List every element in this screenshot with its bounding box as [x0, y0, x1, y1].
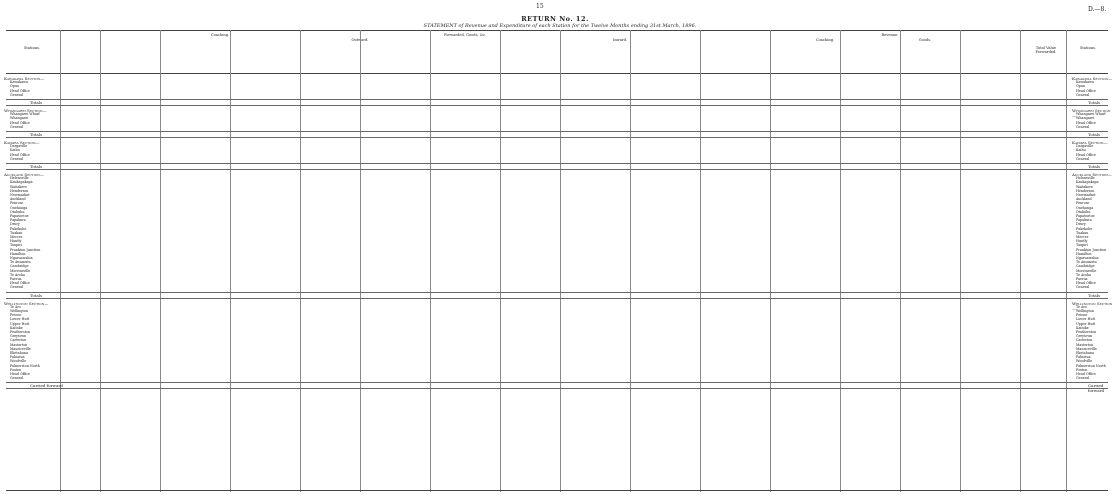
station-label-right: Cambridge: [1076, 264, 1095, 269]
page-number: 15: [536, 3, 544, 10]
station-label-right: Petone: [1076, 313, 1088, 318]
station-label: Head Office: [10, 120, 30, 125]
header-stations: Stations.: [23, 46, 41, 50]
station-label-right: Eketahuna: [1076, 351, 1094, 355]
totals-label-right: Totals: [1088, 292, 1101, 298]
station-label: Upper Hutt: [10, 321, 30, 326]
station-label: Kaukapakapa: [10, 180, 33, 185]
station-label-right: Opua: [1076, 84, 1085, 89]
station-label-right: Head Office: [1076, 372, 1096, 376]
station-label: Auckland: [10, 197, 26, 202]
totals-label-right: Totals: [1088, 100, 1101, 105]
station-label-right: Paeroa: [1076, 277, 1088, 281]
station-label-right: Papakura: [1076, 218, 1092, 223]
station-label-right: Tuakau: [1076, 230, 1089, 235]
station-label: Penrose: [10, 201, 24, 206]
station-label: General: [10, 156, 24, 161]
station-label-right: Te Aro: [1076, 304, 1087, 309]
station-label-right: Auckland: [1076, 197, 1092, 202]
station-label-right: Palmerston North: [1076, 363, 1106, 368]
station-label-right: Featherston: [1076, 330, 1097, 334]
station-label: Papakura: [10, 218, 26, 223]
totals-rule: [6, 99, 1108, 100]
station-label: Petone: [10, 313, 22, 318]
header-inward: Inward.: [612, 38, 628, 42]
station-label-right: Whangarei Wharf: [1076, 112, 1106, 117]
section-title-right: Wellington Section—: [1072, 300, 1113, 311]
station-label: Huntly: [10, 239, 22, 244]
totals-label: Totals: [30, 100, 43, 105]
station-label: Tuakau: [10, 230, 23, 235]
station-label: Te Awamutu: [10, 260, 31, 265]
section-rule: [6, 105, 1108, 106]
station-label: Drury: [10, 222, 20, 227]
station-label: Greytown: [10, 334, 27, 339]
totals-rule: [6, 292, 1108, 293]
header-forwarded: Forwarded, Goods, &c.: [443, 33, 487, 37]
section-title: Wellington Section—: [4, 300, 49, 306]
station-label: Mercer: [10, 235, 23, 239]
station-label: Onehunga: [10, 205, 28, 210]
station-label-right: Greytown: [1076, 334, 1093, 339]
section-title-right: Whangarei Section—: [1072, 108, 1111, 118]
totals-label: Totals: [30, 292, 43, 298]
table-bottom-rule: [6, 490, 1108, 491]
station-label-right: Frankton Junction: [1076, 247, 1107, 252]
return-subtitle: STATEMENT of Revenue and Expenditure of each Station for the Twelve Months ending 31st March, 1896.: [423, 23, 697, 29]
station-label-right: Morrinsville: [1076, 268, 1097, 273]
station-label: Head Office: [10, 281, 30, 286]
station-label: Masterton: [10, 342, 28, 347]
station-label: Opua: [10, 84, 19, 89]
station-label-right: Pukekohe: [1076, 226, 1093, 231]
return-title: RETURN No. 12.: [521, 15, 589, 23]
station-label: Te Aro: [10, 304, 21, 309]
station-label-right: Papatoetoe: [1076, 214, 1095, 218]
station-label-right: Mauriceville: [1076, 346, 1097, 351]
totals-label: Totals: [30, 164, 43, 169]
station-label-right: Mercer: [1076, 235, 1089, 239]
station-label-right: Onehunga: [1076, 205, 1094, 210]
station-label: Pukekohe: [10, 226, 27, 231]
station-label-right: Head Office: [1076, 120, 1096, 125]
station-label-right: Masterton: [1076, 342, 1094, 347]
station-label: Newmarket: [10, 193, 30, 197]
station-label: Dargaville: [10, 144, 28, 149]
station-label: Head Office: [10, 152, 30, 157]
totals-rule: [6, 131, 1108, 132]
station-label-right: Te Aroha: [1076, 272, 1091, 277]
station-label: Cambridge: [10, 264, 29, 269]
totals-rule: [6, 382, 1108, 383]
station-label: Kaitoke: [10, 325, 23, 330]
station-label-right: Te Awamutu: [1076, 260, 1097, 265]
station-label: Otahuhu: [10, 209, 25, 214]
station-label-right: Lower Hutt: [1076, 317, 1096, 322]
station-label: Kaihu: [10, 148, 20, 153]
station-label-right: Kaukapakapa: [1076, 180, 1099, 185]
header-outward: Outward.: [351, 38, 369, 42]
station-label: Taupiri: [10, 243, 22, 248]
station-label: Whangarei Wharf: [10, 112, 40, 117]
station-label: Henderson: [10, 188, 29, 193]
station-label: Helensville: [10, 176, 29, 181]
section-title-right: Kaipara Section—: [1072, 140, 1108, 145]
station-label-right: Otahuhu: [1076, 209, 1091, 214]
totals-rule: [6, 163, 1108, 164]
station-label-right: General: [1076, 285, 1090, 290]
section-title: Auckland Section—: [4, 172, 44, 177]
station-label: Palmerston North: [10, 363, 40, 368]
station-label-right: Woodville: [1076, 359, 1093, 364]
station-label-right: General: [1076, 124, 1090, 129]
station-label-right: Drury: [1076, 222, 1086, 227]
station-label: Kawakawa: [10, 80, 28, 85]
section-title: Kaipara Section—: [4, 140, 40, 145]
station-label: General: [10, 285, 24, 290]
header-total-value: Total Value Forwarded.: [1035, 46, 1057, 54]
station-label-right: General: [1076, 156, 1090, 161]
station-label-right: Wellington: [1076, 309, 1094, 313]
station-label-right: Head Office: [1076, 152, 1096, 157]
totals-label-right: Carried forward: [1088, 383, 1105, 394]
totals-label: Carried forward: [30, 383, 63, 389]
page-reference: D.—8.: [1088, 6, 1107, 13]
station-label-right: Helensville: [1076, 176, 1095, 181]
header-coaching: Coaching.: [210, 33, 230, 37]
station-label-right: Taupiri: [1076, 243, 1088, 248]
station-label-right: Whangarei: [1076, 116, 1095, 121]
section-title: Kawakawa Section—: [4, 76, 45, 81]
station-label: Foxton: [10, 367, 22, 372]
station-label: Morrinsville: [10, 268, 31, 273]
station-label-right: Pahiatua: [1076, 355, 1091, 360]
station-label: Pahiatua: [10, 355, 25, 360]
section-rule: [6, 388, 1108, 389]
station-label-right: Foxton: [1076, 367, 1088, 372]
station-label-right: Hamilton: [1076, 251, 1092, 256]
station-label: Hamilton: [10, 251, 26, 256]
station-label: Waitakere: [10, 184, 27, 189]
section-rule: [6, 137, 1108, 138]
header-revenue: Revenue.: [881, 33, 899, 37]
station-label-right: Kawakawa: [1076, 80, 1094, 85]
header-goods-rev: Goods.: [918, 38, 932, 42]
station-label-right: Newmarket: [1076, 193, 1096, 197]
totals-label-right: Totals: [1088, 132, 1101, 137]
station-label-right: Henderson: [1076, 188, 1095, 193]
station-label-right: Head Office: [1076, 281, 1096, 286]
station-label: Frankton Junction: [10, 247, 41, 252]
station-label-right: Dargaville: [1076, 144, 1094, 149]
station-label-right: Huntly: [1076, 239, 1088, 244]
station-label-right: Upper Hutt: [1076, 321, 1096, 326]
section-rule: [6, 169, 1108, 170]
station-label-right: Carterton: [1076, 338, 1093, 343]
station-label: Woodville: [10, 359, 27, 364]
station-label-right: General: [1076, 92, 1090, 97]
station-label-right: Ngaruawahia: [1076, 256, 1099, 260]
station-label: Whangarei: [10, 116, 29, 121]
station-label-right: Penrose: [1076, 201, 1090, 206]
station-label: Carterton: [10, 338, 27, 343]
station-label-right: Kaitoke: [1076, 325, 1089, 330]
totals-label: Totals: [30, 132, 43, 137]
station-label: Papatoetoe: [10, 214, 29, 218]
station-label: Head Office: [10, 88, 30, 93]
section-title-right: Auckland Section—: [1072, 172, 1112, 177]
station-label: Ngaruawahia: [10, 256, 33, 260]
section-rule: [6, 298, 1108, 299]
totals-label-right: Totals: [1088, 164, 1101, 169]
station-label-right: Kaihu: [1076, 148, 1086, 153]
header-stations-right: Stations.: [1079, 46, 1097, 50]
station-label: Wellington: [10, 309, 28, 313]
station-label: Te Aroha: [10, 272, 25, 277]
station-label-right: Head Office: [1076, 88, 1096, 93]
station-label: Paeroa: [10, 277, 22, 281]
station-label: General: [10, 124, 24, 129]
station-label: General: [10, 376, 24, 381]
station-label: Featherston: [10, 330, 31, 334]
section-title-right: Kawakawa Section—: [1072, 76, 1113, 81]
header-coaching-rev: Coaching.: [815, 38, 835, 42]
station-label: Head Office: [10, 372, 30, 376]
station-label: General: [10, 92, 24, 97]
station-label: Mauriceville: [10, 346, 31, 351]
section-title: Whangarei Section—: [4, 108, 47, 113]
station-label-right: Waitakere: [1076, 184, 1093, 189]
station-label-right: General: [1076, 376, 1090, 381]
station-label: Eketahuna: [10, 351, 28, 355]
station-label: Lower Hutt: [10, 317, 30, 322]
